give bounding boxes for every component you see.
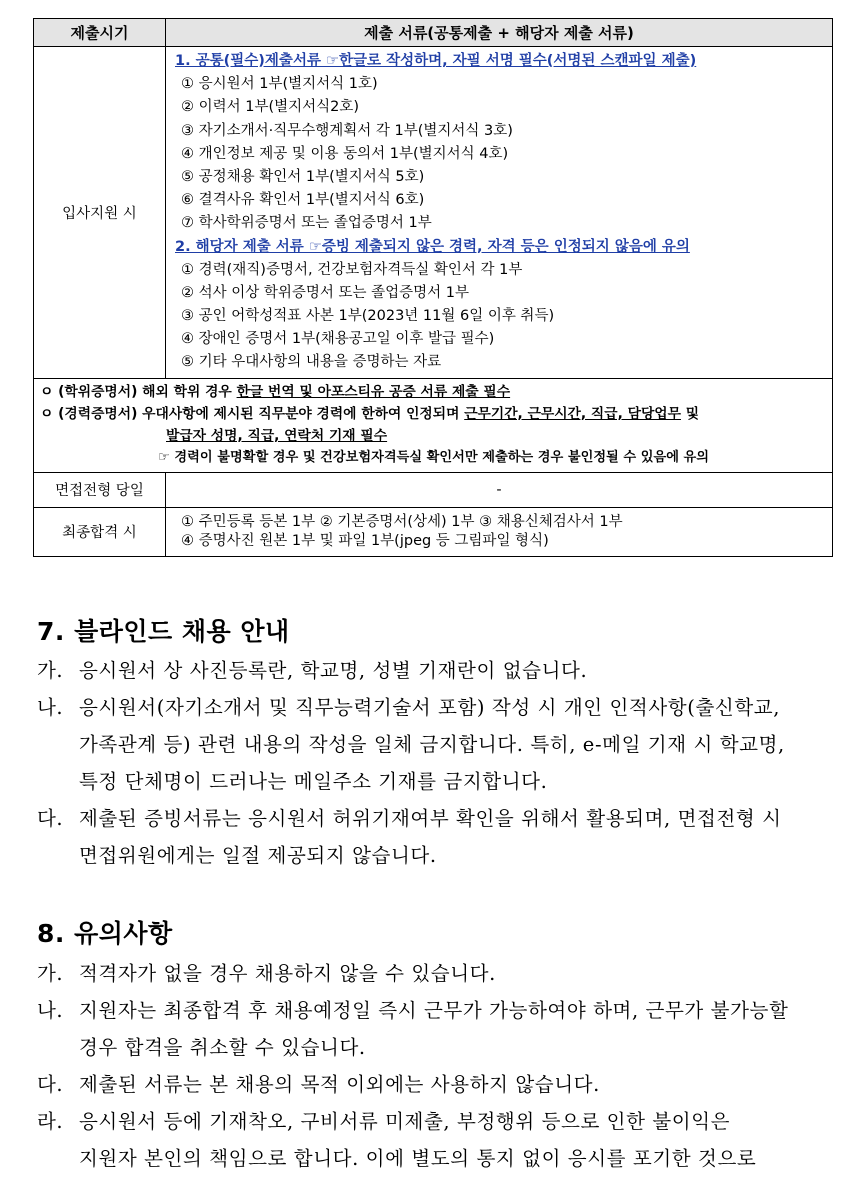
degree-note-prefix: ㅇ (학위증명서) 해외 학위 경우 <box>40 383 237 400</box>
header-submission-documents: 제출 서류(공통제출 + 해당자 제출 서류) <box>166 19 833 47</box>
common-docs-title: 1. 공통(필수)제출서류 ☞한글로 작성하며, 자필 서명 필수(서명된 스캔파일 제출) <box>175 53 697 69</box>
final-label: 최종합격 시 <box>34 507 166 556</box>
common-doc-item: ③ 자기소개서·직무수행계획서 각 1부(별지서식 3호) <box>181 122 513 139</box>
extra-doc-item: ④ 장애인 증명서 1부(채용공고일 이후 발급 필수) <box>181 331 495 348</box>
degree-note <box>40 381 826 403</box>
apply-documents <box>166 47 833 379</box>
extra-doc-item: ③ 공인 어학성적표 사본 1부(2023년 11월 6일 이후 취득) <box>181 308 555 325</box>
common-doc-item: ⑦ 학사학위증명서 또는 졸업증명서 1부 <box>181 215 432 232</box>
list-item-continuation: 경우 합격을 취소할 수 있습니다. <box>79 1036 366 1059</box>
table-header-row <box>34 19 833 47</box>
common-doc-item: ⑥ 결격사유 확인서 1부(별지서식 6호) <box>181 192 425 209</box>
list-item-continuation: 가족관계 등) 관련 내용의 작성을 일체 금지합니다. 특히, e-메일 기재 시 학교명, <box>79 733 785 756</box>
interview-row <box>34 472 833 507</box>
extra-doc-item: ② 석사 이상 학위증명서 또는 졸업증명서 1부 <box>181 284 469 301</box>
interview-value: - <box>166 472 833 507</box>
list-item: 가. 응시원서 상 사진등록란, 학교명, 성별 기재란이 없습니다. <box>37 659 588 682</box>
career-note <box>40 403 826 425</box>
extra-doc-item: ⑤ 기타 우대사항의 내용을 증명하는 자료 <box>181 354 442 371</box>
apply-row <box>34 47 833 379</box>
list-item: 가. 적격자가 없을 경우 채용하지 않을 수 있습니다. <box>37 962 496 985</box>
list-item: 다. 제출된 증빙서류는 응시원서 허위기재여부 확인을 위해서 활용되며, 면접전형 시 <box>37 807 782 830</box>
interview-label: 면접전형 당일 <box>34 472 166 507</box>
final-row <box>34 507 833 556</box>
career-note-prefix: ㅇ (경력증명서) 우대사항에 제시된 직무분야 경력에 한하여 인정되며 <box>40 405 465 422</box>
section8-body <box>37 955 837 1177</box>
common-doc-item: ⑤ 공정채용 확인서 1부(별지서식 5호) <box>181 168 425 185</box>
list-item-continuation: 지원자 본인의 책임으로 합니다. 이에 별도의 통지 없이 응시를 포기한 것으로 <box>79 1147 757 1170</box>
final-doc-line: ④ 증명사진 원본 1부 및 파일 1부(jpeg 등 그림파일 형식) <box>181 532 549 549</box>
degree-note-emphasis: 한글 번역 및 아포스티유 공증 서류 제출 필수 <box>236 383 511 400</box>
common-doc-item: ④ 개인정보 제공 및 이용 동의서 1부(별지서식 4호) <box>181 145 509 162</box>
list-item: 다. 제출된 서류는 본 채용의 목적 이외에는 사용하지 않습니다. <box>37 1073 600 1096</box>
submission-documents-table <box>33 18 833 557</box>
list-item: 나. 지원자는 최종합격 후 채용예정일 즉시 근무가 가능하여야 하며, 근무가 불가능할 <box>37 999 789 1022</box>
section7-body <box>37 652 837 874</box>
extra-doc-item: ① 경력(재직)증명서, 건강보험자격득실 확인서 각 1부 <box>181 261 523 278</box>
notes-cell <box>34 378 833 472</box>
final-documents <box>166 507 833 556</box>
apply-label: 입사지원 시 <box>34 47 166 379</box>
header-submission-time: 제출시기 <box>34 19 166 47</box>
extra-docs-title: 2. 해당자 제출 서류 ☞증빙 제출되지 않은 경력, 자격 등은 인정되지 않음에 유의 <box>175 238 690 255</box>
notes-row <box>34 378 833 472</box>
career-note-line2: 발급자 성명, 직급, 연락처 기재 필수 <box>166 427 388 444</box>
career-note-warning: ☞ 경력이 불명확할 경우 및 건강보험자격득실 확인서만 제출하는 경우 불인정될 수 있음에 유의 <box>158 449 709 465</box>
list-item-continuation: 특정 단체명이 드러나는 메일주소 기재를 금지합니다. <box>79 770 548 793</box>
section7-title: 7. 블라인드 채용 안내 <box>37 617 290 646</box>
list-item-continuation: 면접위원에게는 일절 제공되지 않습니다. <box>79 844 437 867</box>
career-note-suffix: 및 <box>680 405 700 422</box>
list-item: 라. 응시원서 등에 기재착오, 구비서류 미제출, 부정행위 등으로 인한 불이익은 <box>37 1110 731 1133</box>
common-doc-item: ① 응시원서 1부(별지서식 1호) <box>181 76 378 93</box>
section8-title: 8. 유의사항 <box>37 919 173 948</box>
final-doc-line: ① 주민등록 등본 1부 ② 기본증명서(상세) 1부 ③ 채용신체검사서 1부 <box>181 513 623 530</box>
list-item: 나. 응시원서(자기소개서 및 직무능력기술서 포함) 작성 시 개인 인적사항(출신학교, <box>37 696 780 719</box>
career-note-emphasis: 근무기간, 근무시간, 직급, 담당업무 <box>464 405 681 422</box>
common-doc-item: ② 이력서 1부(별지서식2호) <box>181 99 360 116</box>
